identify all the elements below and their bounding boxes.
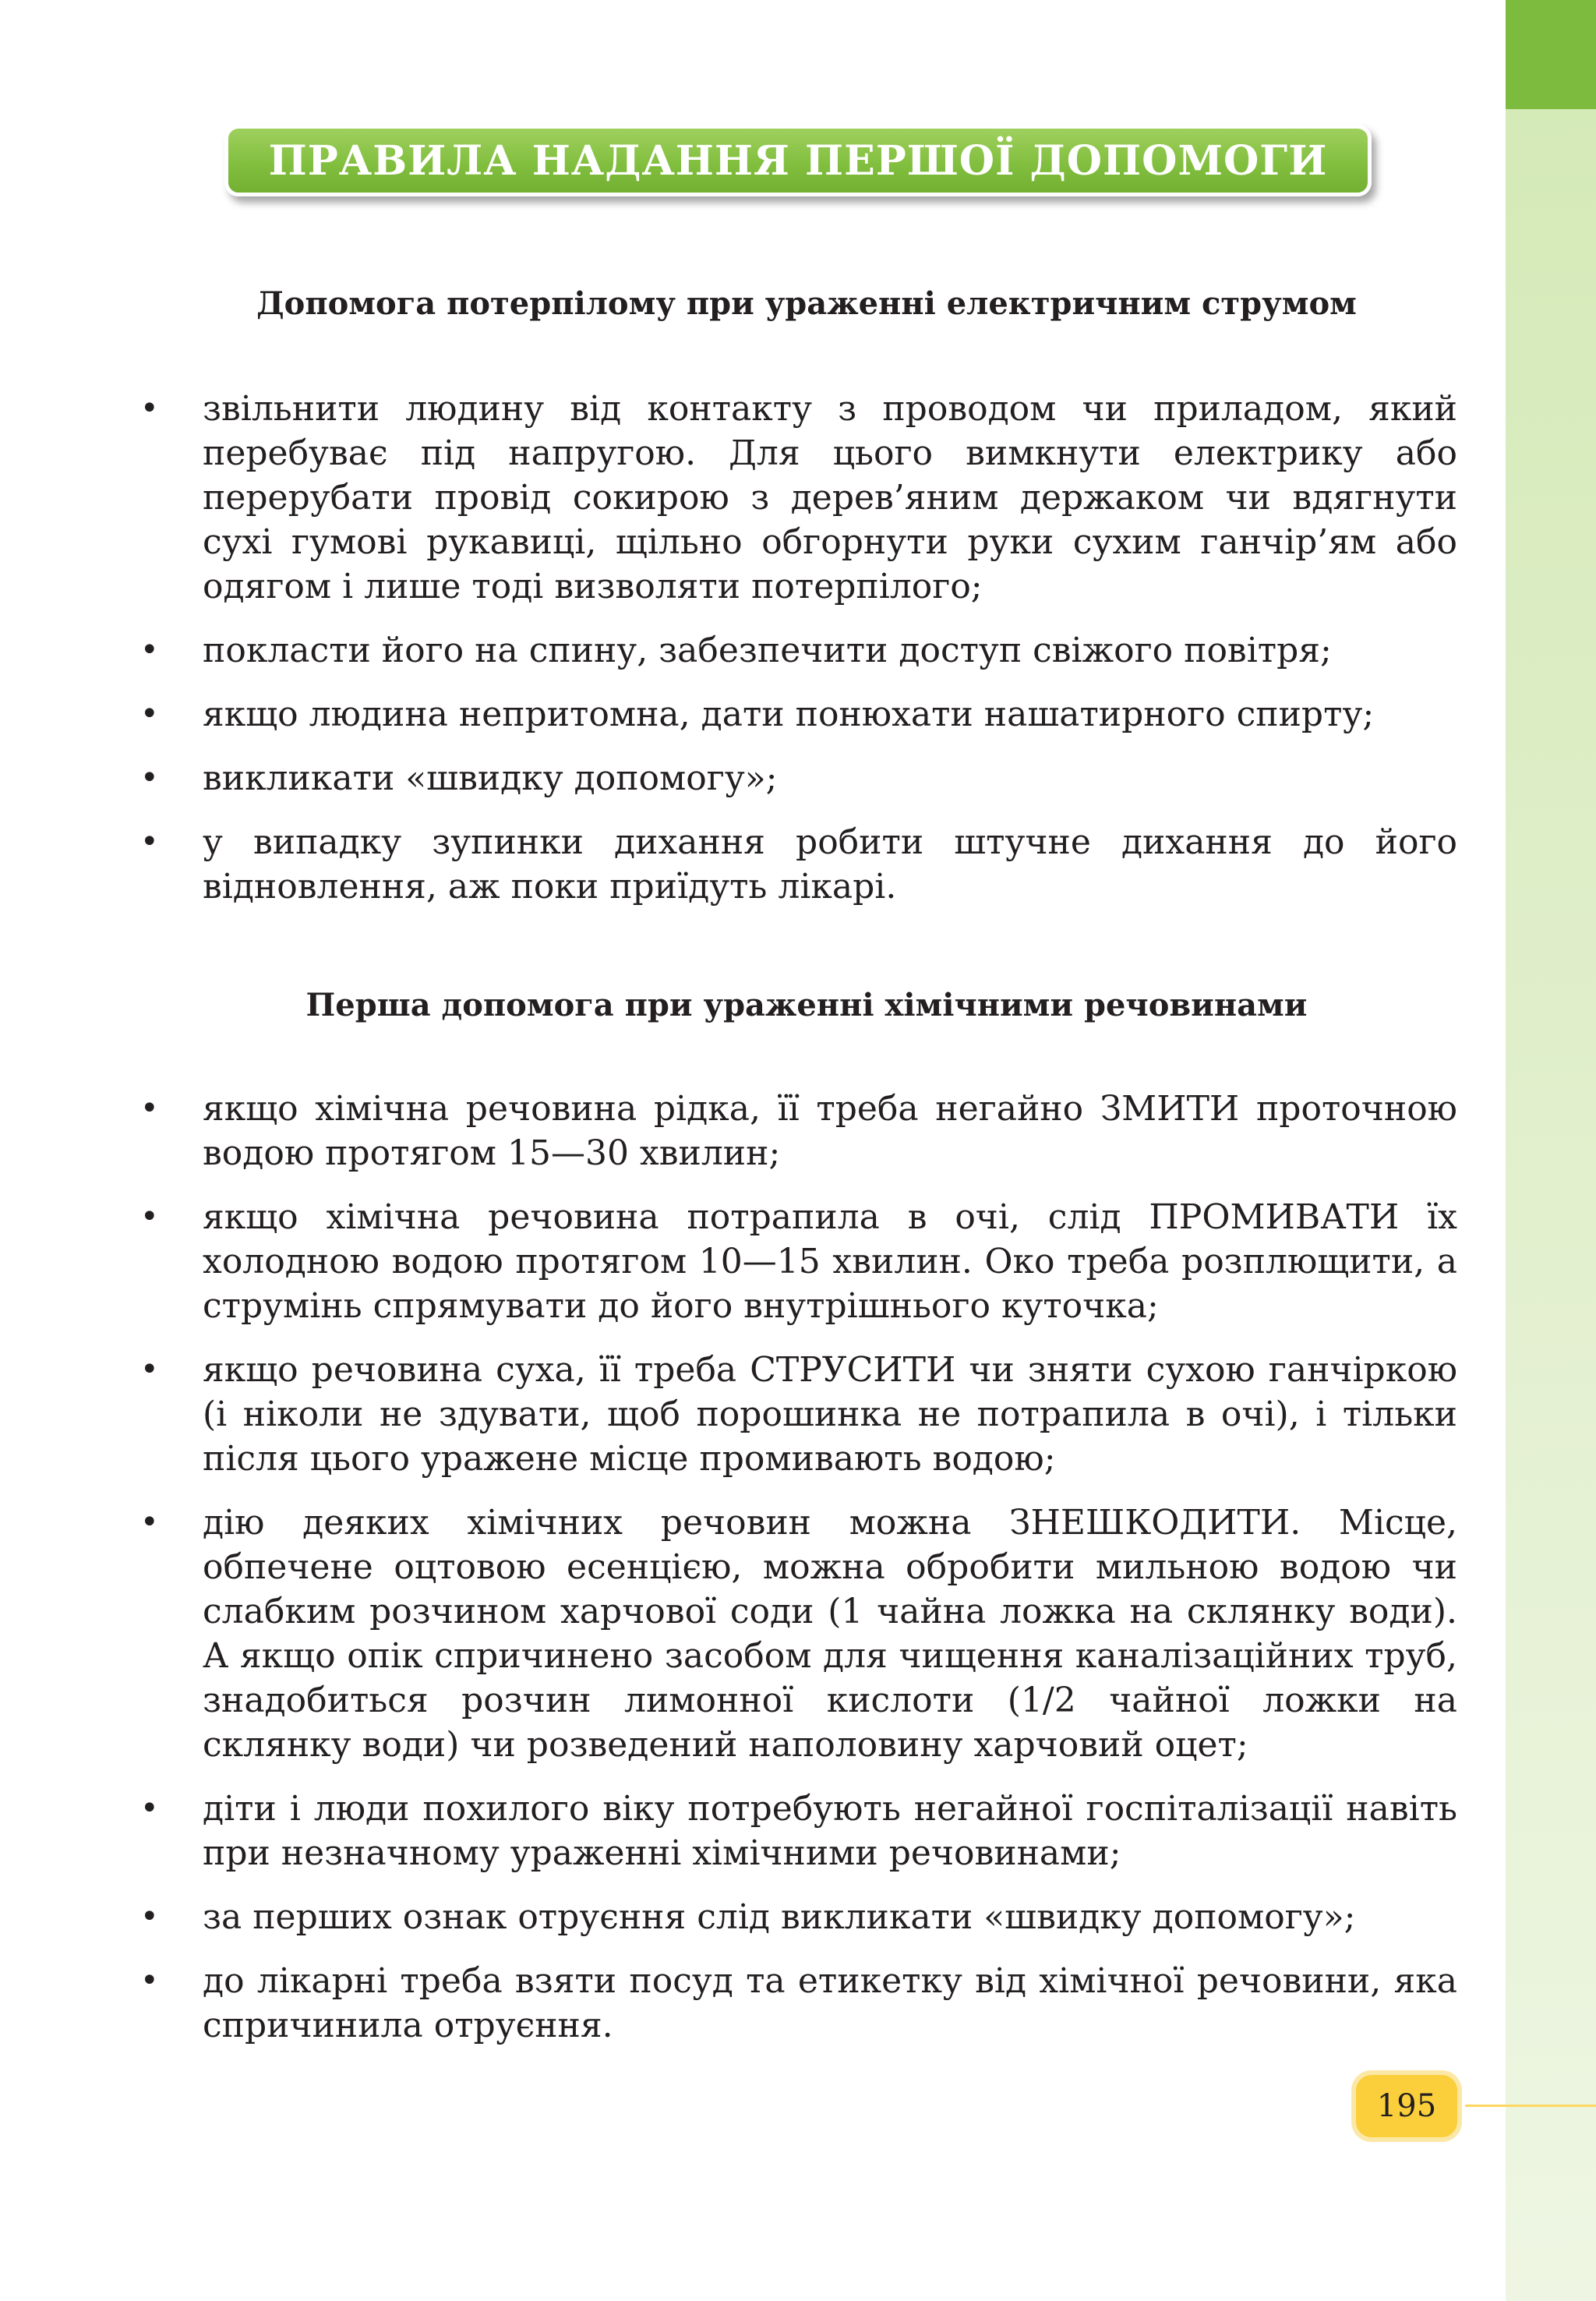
electric-aid-list [0,387,1596,928]
list-item: • до лікарні треба взяти посуд та етикетку від хімічної речовини, яка спричинила отруєння. [0,1959,1457,2048]
list-item: • якщо людина непритомна, дати понюхати нашатирного спирту; [0,692,1457,737]
page-number-badge [1351,2070,1462,2142]
section-heading-electric: Допомога потерпілому при ураженні електричним струмом [256,285,1357,322]
page-number: 195 [1376,2088,1437,2124]
chemical-aid-list [0,1087,1596,2067]
list-item: • дію деяких хімічних речовин можна ЗНЕШКОДИТИ. Місце, обпечене оцтовою есенцією, можна обробити мильною водою чи слабким розчином харчової соди (1 чайна ложка на склянку води). А якщо опік спричинено засобом для чищення каналізаційних труб, знадобиться розчин лимонної кислоти (1/2 чайної ложки на склянку води) чи розведений наполовину харчовий оцет; [0,1500,1457,1767]
list-item: • якщо речовина суха, її треба СТРУСИТИ чи зняти сухою ганчіркою (і ніколи не здувати, щоб порошинка не потрапила в очі), і тільки після цього уражене місце промивають водою; [0,1348,1457,1481]
section-heading-chemical: Перша допомога при ураженні хімічними речовинами [305,987,1308,1023]
side-chapter-tab [1506,0,1596,109]
list-item: • звільнити людину від контакту з проводом чи приладом, який перебуває під напругою. Для цього вимкнути електрику або перерубати провід сокирою з дерев’яним держаком чи вдягнути сухі гумові рукавиці, щільно обгорнути руки сухим ганчір’ям або одягом і лише тоді визволяти потерпілого; [0,387,1457,609]
list-item: • покласти його на спину, забезпечити доступ свіжого повітря; [0,628,1457,673]
title-banner [224,125,1372,196]
list-item: • викликати «швидку допомогу»; [0,756,1457,801]
list-item: • якщо хімічна речовина потрапила в очі, слід ПРОМИВАТИ їх холодною водою протягом 10—15 хвилин. Око треба розплющити, а струмінь спрямувати до його внутрішнього куточка; [0,1195,1457,1328]
list-item: • у випадку зупинки дихання робити штучне дихання до його відновлення, аж поки приїдуть лікарі. [0,820,1457,909]
list-item: • за перших ознак отруєння слід викликати «швидку допомогу»; [0,1895,1457,1939]
list-item: • діти і люди похилого віку потребують негайної госпіталізації навіть при незначному ураженні хімічними речовинами; [0,1787,1457,1875]
list-item: • якщо хімічна речовина рідка, її треба негайно ЗМИТИ проточною водою протягом 15—30 хвилин; [0,1087,1457,1175]
page-title: ПРАВИЛА НАДАННЯ ПЕРШОЇ ДОПОМОГИ [268,136,1328,185]
page-number-line [1465,2105,1596,2107]
